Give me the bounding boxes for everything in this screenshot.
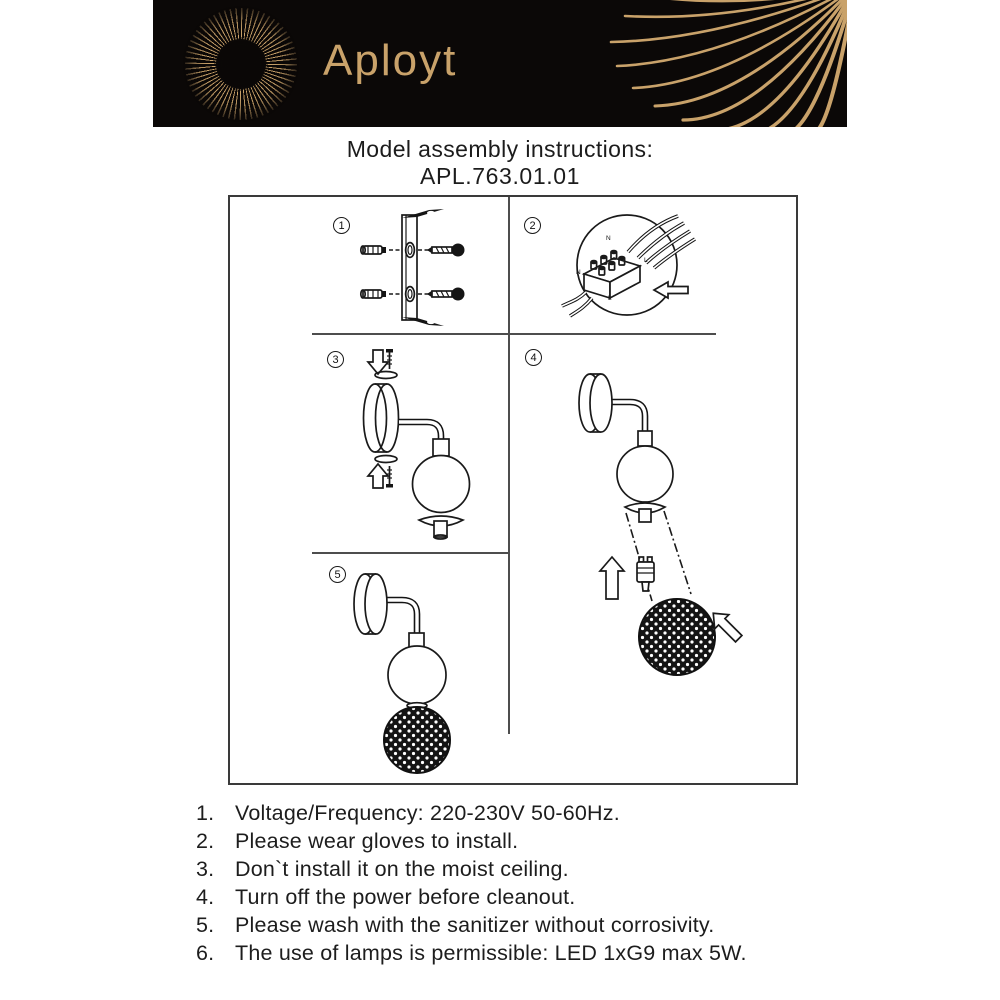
list-item bbox=[196, 939, 916, 967]
list-item-number: 2. bbox=[196, 829, 215, 853]
wire-label-l-right: L bbox=[644, 257, 648, 264]
list-item-number: 1. bbox=[196, 801, 215, 825]
step-3-badge: 3 bbox=[327, 351, 344, 368]
step-3-illustration bbox=[322, 342, 512, 552]
list-item bbox=[196, 799, 916, 827]
step-2-badge: 2 bbox=[524, 217, 541, 234]
screw-icon bbox=[418, 288, 465, 301]
step-4-badge: 4 bbox=[525, 349, 542, 366]
arrow-left-icon bbox=[654, 282, 688, 298]
step-1-badge: 1 bbox=[333, 217, 350, 234]
wall-anchor-icon bbox=[361, 290, 402, 298]
list-item bbox=[196, 911, 916, 939]
list-item-text: Turn off the power before cleanout. bbox=[235, 885, 576, 909]
terminal-block-icon bbox=[584, 251, 640, 298]
crystal-sphere-icon bbox=[639, 599, 715, 675]
sunburst-icon bbox=[185, 8, 297, 120]
list-item-text: Voltage/Frequency: 220-230V 50-60Hz. bbox=[235, 801, 620, 825]
arrow-down-icon bbox=[368, 350, 388, 374]
wire-label-n-left: N bbox=[576, 269, 581, 276]
step-1-illustration bbox=[352, 205, 502, 335]
brand-banner bbox=[153, 0, 847, 127]
guide-line bbox=[664, 511, 691, 594]
lamp-arm-icon bbox=[399, 422, 441, 440]
wire-label-n-top: N bbox=[606, 235, 611, 242]
divider-horizontal-bottom bbox=[312, 552, 509, 554]
glass-sphere-icon bbox=[617, 446, 673, 502]
step-4-illustration bbox=[550, 347, 790, 697]
arrow-up-icon bbox=[600, 557, 624, 599]
list-item-text: Please wear gloves to install. bbox=[235, 829, 519, 853]
list-item-number: 4. bbox=[196, 885, 215, 909]
instruction-list bbox=[196, 799, 916, 967]
list-item-text: The use of lamps is permissible: LED 1xG9 max 5W. bbox=[235, 941, 747, 965]
socket-icon bbox=[433, 439, 449, 456]
list-item-number: 6. bbox=[196, 941, 215, 965]
list-item-number: 5. bbox=[196, 913, 215, 937]
screw-icon bbox=[386, 349, 393, 369]
shade-holder-icon bbox=[625, 503, 665, 522]
list-item-text: Please wash with the sanitizer without corrosivity. bbox=[235, 913, 715, 937]
screw-icon bbox=[418, 244, 465, 257]
mounting-bracket-icon bbox=[402, 209, 444, 326]
arrow-up-icon bbox=[368, 464, 388, 488]
wall-plate-icon bbox=[579, 374, 612, 432]
list-item-number: 3. bbox=[196, 857, 215, 881]
wire-label-l-bottom: L bbox=[608, 295, 612, 302]
model-code: APL.763.01.01 bbox=[420, 163, 580, 189]
socket-icon bbox=[638, 431, 652, 446]
step-2-illustration bbox=[552, 202, 752, 327]
lock-ring-icon bbox=[375, 456, 397, 463]
step-5-illustration bbox=[330, 562, 510, 784]
wall-plate-icon bbox=[354, 574, 387, 634]
list-item bbox=[196, 827, 916, 855]
list-item bbox=[196, 883, 916, 911]
brand-logotype: Aployt bbox=[323, 36, 458, 85]
assembly-diagram-box bbox=[228, 195, 798, 785]
list-item bbox=[196, 855, 916, 883]
corner-rays-icon bbox=[607, 0, 847, 127]
glass-sphere-icon bbox=[388, 646, 446, 704]
page-title: Model assembly instructions: bbox=[346, 136, 654, 162]
crystal-sphere-icon bbox=[384, 707, 450, 773]
wall-plate-icon bbox=[364, 384, 399, 452]
step-5-badge: 5 bbox=[329, 566, 346, 583]
lock-ring-icon bbox=[375, 372, 397, 379]
wall-anchor-icon bbox=[361, 246, 402, 254]
list-item-text: Don`t install it on the moist ceiling. bbox=[235, 857, 569, 881]
g9-bulb-icon bbox=[637, 557, 654, 591]
shade-holder-icon bbox=[419, 516, 463, 539]
glass-sphere-icon bbox=[413, 456, 470, 513]
